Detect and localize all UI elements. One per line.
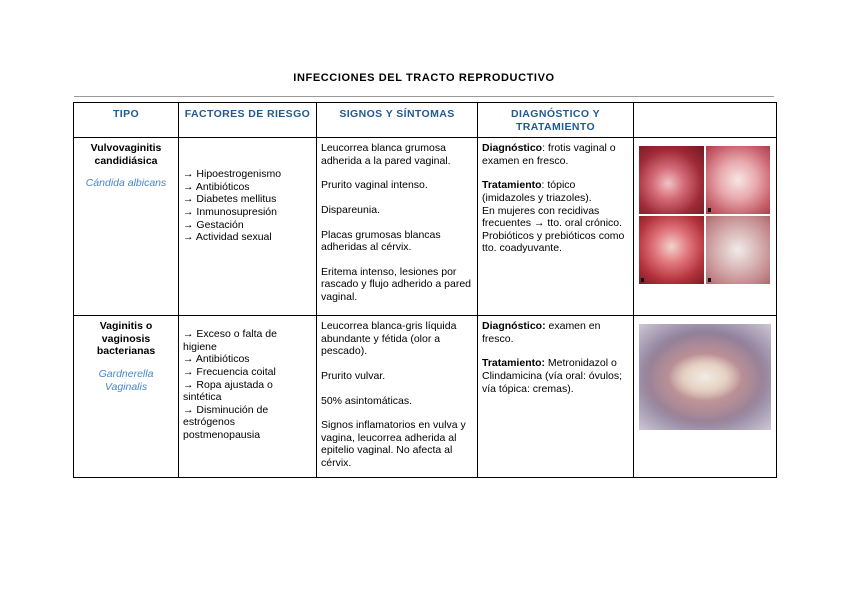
diagnosis-label: Diagnóstico [482, 142, 543, 155]
risk-item: → Actividad sexual [183, 231, 272, 244]
sign-item: Placas grumosas blancas adheridas al cérvix. [321, 228, 441, 254]
diagnosis-value: examen en fresco. [482, 320, 601, 345]
risk-item: → Inmunosupresión [183, 205, 277, 218]
sign-item: Dispareunia. [321, 203, 380, 216]
clinical-photo [706, 146, 771, 214]
header-signos: SIGNOS Y SÍNTOMAS [317, 103, 478, 138]
risk-item: → Frecuencia coital [183, 365, 276, 378]
sign-item: Leucorrea blanca grumosa adherida a la pared vaginal. [321, 142, 451, 167]
tipo-name: Vaginitis o vaginosis bacterianas [96, 320, 156, 358]
diagnosis-cell [478, 138, 634, 316]
risk-item: → Hipoestrogenismo [183, 168, 282, 181]
header-images [634, 103, 777, 138]
risk-item: → Exceso o falta de higiene [183, 328, 277, 353]
risk-item: → Disminución de estrógenos postmenopausia [183, 403, 269, 441]
treatment-label: Tratamiento: [482, 357, 546, 370]
table-row [74, 316, 777, 478]
clinical-photo [706, 216, 771, 284]
risk-cell [179, 138, 317, 316]
treatment-value: Metronidazol o Clindamicina (vía oral: óvulos; vía tópica: cremas). [482, 357, 623, 395]
header-diagnostico: DIAGNÓSTICO Y TRATAMIENTO [478, 103, 634, 138]
organism-name: Cándida albicans [85, 177, 167, 190]
image-cell [634, 316, 777, 478]
diagnosis-text [482, 142, 629, 167]
header-factores: FACTORES DE RIESGO [179, 103, 317, 138]
risk-item: → Diabetes mellitus [183, 193, 277, 206]
page-title: INFECCIONES DEL TRACTO REPRODUCTIVO [293, 72, 555, 84]
diagnosis-text [482, 320, 629, 345]
signs-cell [317, 138, 478, 316]
sign-item: Prurito vaginal intenso. [321, 179, 428, 192]
diagnosis-label: Diagnóstico: [482, 320, 546, 333]
image-cell [634, 138, 777, 316]
sign-item: Prurito vulvar. [321, 369, 386, 382]
header-tipo: TIPO [74, 103, 179, 138]
risk-item: → Gestación [183, 218, 244, 231]
table-row [74, 138, 777, 316]
risk-item: → Antibióticos [183, 353, 250, 366]
treatment-label: Tratamiento [482, 179, 542, 192]
diagnosis-cell [478, 316, 634, 478]
treatment-text [482, 357, 629, 395]
tipo-cell [74, 138, 179, 316]
infections-table [73, 102, 777, 478]
sign-item: Signos inflamatorios en vulva y vagina, leucorrea adherida al epitelio vaginal. No afecta al cérvix. [321, 419, 466, 469]
treatment-extra: En mujeres con recidivas frecuentes → tto. oral crónico. [482, 204, 623, 230]
treatment-extra: Probióticos y prebióticos como tto. coadyuvante. [482, 229, 625, 255]
table-header-row [74, 103, 777, 138]
sign-item: Eritema intenso, lesiones por rascado y flujo adherido a pared vaginal. [321, 265, 472, 303]
clinical-photo [639, 216, 704, 284]
title-divider [74, 96, 774, 97]
sign-item: Leucorrea blanca-gris líquida abundante y fétida (olor a pescado). [321, 320, 457, 358]
vaginosis-clinical-photo [639, 324, 771, 430]
sign-item: 50% asintomáticas. [321, 394, 413, 407]
candidiasis-photo-collage [639, 146, 770, 284]
treatment-value: : tópico (imidazoles y triazoles). [482, 179, 592, 204]
risk-cell [179, 316, 317, 478]
risk-item: → Antibióticos [183, 180, 250, 193]
diagnosis-value: : frotis vaginal o examen en fresco. [482, 142, 616, 167]
clinical-photo [639, 146, 704, 214]
tipo-cell [74, 316, 179, 478]
organism-name: Gardnerella Vaginalis [98, 367, 154, 393]
treatment-text [482, 179, 629, 204]
tipo-name: Vulvovaginitis candidiásica [90, 142, 162, 167]
risk-item: → Ropa ajustada o sintética [183, 378, 273, 404]
signs-cell [317, 316, 478, 478]
